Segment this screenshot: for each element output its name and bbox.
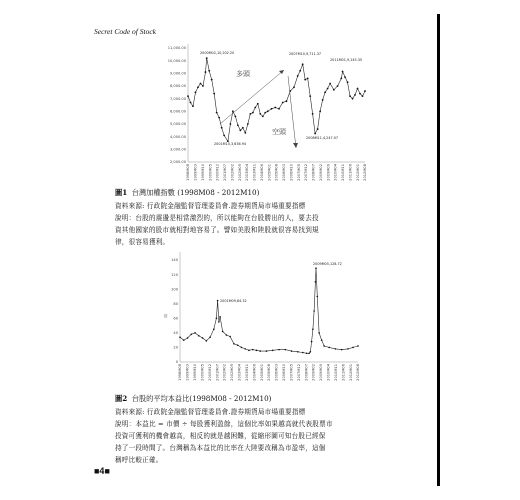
data-point bbox=[241, 347, 243, 349]
data-point bbox=[234, 116, 236, 118]
data-point bbox=[202, 85, 204, 87]
bear-label: 空頭 bbox=[272, 128, 286, 136]
data-point bbox=[309, 95, 311, 97]
x-tick-label: 2002M09 bbox=[237, 164, 242, 181]
data-point bbox=[187, 95, 189, 97]
data-point bbox=[249, 113, 251, 115]
x-tick-label: 2010M04 bbox=[333, 164, 338, 181]
x-tick-label: 1999M03 bbox=[185, 364, 190, 381]
data-point bbox=[218, 117, 220, 119]
data-point bbox=[297, 75, 299, 77]
data-point bbox=[208, 70, 210, 72]
data-point bbox=[192, 105, 194, 107]
y-tick-label: 120 bbox=[171, 272, 178, 277]
x-tick-label: 2005M08 bbox=[274, 164, 279, 181]
data-point bbox=[200, 83, 202, 85]
data-point bbox=[229, 336, 231, 338]
annotation-peak1: 2001M09,84.32 bbox=[220, 299, 247, 303]
data-point bbox=[316, 296, 318, 298]
y-tick-label: 8,000.00 bbox=[169, 84, 186, 89]
data-point bbox=[237, 344, 239, 346]
bull-label: 多頭 bbox=[236, 70, 250, 78]
data-point bbox=[284, 349, 286, 351]
data-point bbox=[329, 83, 331, 85]
x-tick-label: 2003M11 bbox=[244, 364, 249, 381]
figure1-source: 資料來源: 行政院金融監督管理委員會.證券期貨局市場重要指標 bbox=[115, 202, 306, 210]
data-point bbox=[357, 88, 359, 90]
data-point bbox=[328, 347, 330, 349]
figure1-chart bbox=[160, 44, 380, 179]
annotation-low1: 2001M10,3,636.94 bbox=[214, 142, 247, 146]
y-tick-label: 80 bbox=[173, 301, 178, 306]
data-point bbox=[274, 107, 276, 109]
data-point bbox=[341, 349, 343, 351]
data-point bbox=[206, 340, 208, 342]
figure1-note-line3: 律，很容易獲利。 bbox=[115, 238, 170, 246]
data-point bbox=[179, 336, 181, 338]
data-point bbox=[323, 345, 325, 347]
x-tick-label: 2007M05 bbox=[289, 364, 294, 381]
figure2-source: 資料來源: 行政院金融監督管理委員會.證券期貨局市場重要指標 bbox=[115, 408, 306, 416]
y-axis-label: 倍 bbox=[164, 314, 168, 318]
y-tick-label: 2,000.00 bbox=[169, 160, 186, 165]
data-point bbox=[299, 70, 301, 72]
data-point bbox=[257, 103, 259, 105]
data-point bbox=[349, 95, 351, 97]
data-point bbox=[183, 339, 185, 341]
data-point bbox=[229, 123, 231, 125]
page-number: ■4■ bbox=[94, 466, 110, 476]
x-tick-label: 2000M12 bbox=[207, 364, 212, 381]
x-tick-label: 2002M09 bbox=[230, 364, 235, 381]
data-point bbox=[190, 334, 192, 336]
figure2-caption bbox=[115, 394, 271, 404]
data-point bbox=[321, 339, 323, 341]
data-point bbox=[327, 88, 329, 90]
y-tick-label: 11,000.00 bbox=[167, 46, 186, 51]
data-point bbox=[190, 102, 192, 104]
data-point bbox=[271, 108, 273, 110]
data-point bbox=[209, 336, 211, 338]
x-tick-label: 2003M04 bbox=[237, 364, 242, 381]
annotation-peak2: 2007M10,9,711.37 bbox=[289, 52, 322, 56]
x-tick-label: 2007M05 bbox=[296, 164, 301, 181]
annotation-low2: 2008M11,4,247.07 bbox=[306, 136, 339, 140]
data-point bbox=[242, 127, 244, 129]
data-point bbox=[202, 337, 204, 339]
data-point bbox=[247, 123, 249, 125]
data-point bbox=[354, 94, 356, 96]
data-point bbox=[213, 328, 215, 330]
x-tick-label: 2000M12 bbox=[215, 164, 220, 181]
data-point bbox=[262, 116, 264, 118]
x-tick-label: 2010M04 bbox=[326, 364, 331, 381]
data-point bbox=[310, 351, 312, 353]
x-tick-label: 2012M01 bbox=[355, 164, 360, 181]
data-point bbox=[206, 57, 208, 59]
x-tick-label: 1998M08 bbox=[178, 364, 183, 381]
y-tick-label: 4,000.00 bbox=[169, 134, 186, 139]
x-tick-label: 2001M07 bbox=[223, 164, 228, 181]
figure2-title: 台股的平均本益比(1998M08 - 2012M10) bbox=[131, 394, 272, 403]
figure2-note-line3: 持了一段時間了。台灣稱為本益比的比率在大陸要改稱為市盈率，這個 bbox=[115, 444, 326, 452]
data-point bbox=[352, 98, 354, 100]
figure1-caption bbox=[115, 188, 259, 198]
data-point bbox=[195, 91, 197, 93]
data-point bbox=[237, 124, 239, 126]
data-point bbox=[347, 348, 349, 350]
data-point bbox=[244, 348, 246, 350]
x-tick-label: 2003M04 bbox=[245, 164, 250, 181]
data-point bbox=[340, 78, 342, 80]
data-point bbox=[357, 345, 359, 347]
figure2-label: 圖2 bbox=[115, 394, 128, 403]
data-point bbox=[306, 352, 308, 354]
y-tick-label: 5,000.00 bbox=[169, 122, 186, 127]
x-tick-label: 2010M11 bbox=[333, 364, 338, 381]
x-tick-label: 2005M08 bbox=[267, 364, 272, 381]
annotation-peak3: 2011M01,9,145.35 bbox=[330, 58, 363, 62]
x-tick-label: 2007M12 bbox=[304, 164, 309, 181]
x-tick-label: 1999M03 bbox=[193, 164, 198, 181]
side-rule bbox=[437, 14, 440, 486]
data-point bbox=[302, 63, 304, 65]
annotation-peak1: 2000M02,10,202.20 bbox=[200, 51, 235, 55]
x-tick-label: 2001M07 bbox=[215, 364, 220, 381]
data-point bbox=[312, 328, 314, 330]
data-point bbox=[307, 78, 309, 80]
x-tick-label: 2005M01 bbox=[267, 164, 272, 181]
data-point bbox=[216, 317, 218, 319]
bear-arrowhead bbox=[293, 143, 298, 148]
data-point bbox=[272, 350, 274, 352]
data-point bbox=[216, 112, 218, 114]
data-point bbox=[264, 112, 266, 114]
data-point bbox=[197, 86, 199, 88]
data-point bbox=[364, 90, 366, 92]
x-tick-label: 2009M02 bbox=[318, 164, 323, 181]
y-tick-label: 20 bbox=[173, 345, 178, 350]
figure2-note-line1: 說明：本益比 = 市價 ÷ 每股獲利盈餘，這個比率如果越高就代表股票市 bbox=[115, 420, 333, 428]
x-tick-label: 1998M08 bbox=[186, 164, 191, 181]
data-point bbox=[347, 81, 349, 83]
x-tick-label: 2002M02 bbox=[222, 364, 227, 381]
x-tick-label: 2012M01 bbox=[348, 364, 353, 381]
data-point bbox=[213, 93, 215, 95]
x-tick-label: 2000M05 bbox=[208, 164, 213, 181]
x-tick-label: 2009M02 bbox=[311, 364, 316, 381]
x-tick-label: 2003M11 bbox=[252, 164, 257, 181]
data-point bbox=[324, 91, 326, 93]
data-point bbox=[226, 334, 228, 336]
data-point bbox=[297, 351, 299, 353]
y-tick-label: 3,000.00 bbox=[169, 147, 186, 152]
data-point bbox=[222, 331, 224, 333]
data-point bbox=[337, 85, 339, 87]
x-tick-label: 2004M06 bbox=[259, 164, 264, 181]
data-point bbox=[259, 113, 261, 115]
data-point bbox=[311, 341, 313, 343]
x-tick-label: 2007M12 bbox=[296, 364, 301, 381]
figure1-label: 圖1 bbox=[115, 188, 128, 197]
figure1-note-line2: 資其他國家的股市就相對地容易了。譬如美股和陸股就很容易找到規 bbox=[115, 226, 319, 234]
data-point bbox=[252, 349, 254, 351]
data-point bbox=[362, 95, 364, 97]
running-head: Secret Code of Stock bbox=[94, 27, 156, 36]
data-point bbox=[198, 335, 200, 337]
x-tick-label: 2012M08 bbox=[363, 164, 368, 181]
x-tick-label: 2011M06 bbox=[348, 164, 353, 181]
y-tick-label: 9,000.00 bbox=[169, 71, 186, 76]
x-tick-label: 1999M10 bbox=[193, 364, 198, 381]
x-tick-label: 2009M09 bbox=[319, 364, 324, 381]
x-tick-label: 2010M11 bbox=[341, 164, 346, 181]
y-tick-label: 60 bbox=[173, 316, 178, 321]
data-point bbox=[217, 300, 219, 302]
data-point bbox=[317, 128, 319, 130]
figure1-note-line1: 說明：台股的震盪是相當激烈的，所以能夠在台股勝出的人，要去投 bbox=[115, 214, 319, 222]
data-point bbox=[267, 110, 269, 112]
x-tick-label: 2006M03 bbox=[282, 164, 287, 181]
data-point bbox=[232, 110, 234, 112]
y-tick-label: 7,000.00 bbox=[169, 96, 186, 101]
x-tick-label: 2008M07 bbox=[304, 364, 309, 381]
data-point bbox=[248, 350, 250, 352]
bear-arrow bbox=[288, 76, 296, 148]
data-point bbox=[342, 71, 344, 73]
x-tick-label: 2006M10 bbox=[289, 164, 294, 181]
y-tick-label: 40 bbox=[173, 331, 178, 336]
x-tick-label: 2006M03 bbox=[274, 364, 279, 381]
data-point bbox=[291, 350, 293, 352]
x-tick-label: 2006M10 bbox=[282, 364, 287, 381]
data-point bbox=[315, 267, 317, 269]
data-point bbox=[266, 350, 268, 352]
data-point bbox=[223, 135, 225, 137]
data-point bbox=[333, 89, 335, 91]
x-tick-label: 2008M07 bbox=[311, 164, 316, 181]
data-point bbox=[239, 129, 241, 131]
x-tick-label: 2005M01 bbox=[259, 364, 264, 381]
data-point bbox=[256, 350, 258, 352]
data-point bbox=[278, 108, 280, 110]
y-tick-label: 10,000.00 bbox=[167, 58, 186, 63]
data-point bbox=[313, 310, 315, 312]
data-point bbox=[278, 349, 280, 351]
data-point bbox=[314, 133, 316, 135]
x-tick-label: 2004M06 bbox=[252, 364, 257, 381]
data-point bbox=[244, 132, 246, 134]
figure1-title: 台灣加權指數 (1998M08 - 2012M10) bbox=[131, 188, 260, 197]
data-point bbox=[187, 337, 189, 339]
annotation-peak2: 2009M05,128.72 bbox=[313, 262, 342, 266]
y-tick-label: 6,000.00 bbox=[169, 109, 186, 114]
figure2-note-line2: 投資可獲利的機會越高，相反的就是越困難，從縮形圖可知台股已經保 bbox=[115, 432, 326, 440]
data-point bbox=[211, 79, 213, 81]
y-tick-label: 0 bbox=[175, 360, 178, 365]
data-point bbox=[319, 110, 321, 112]
y-tick-label: 100 bbox=[171, 287, 178, 292]
x-tick-label: 2009M09 bbox=[326, 164, 331, 181]
data-point bbox=[359, 93, 361, 95]
data-point bbox=[302, 352, 304, 354]
data-point bbox=[221, 127, 223, 129]
data-point bbox=[205, 71, 207, 73]
data-point bbox=[315, 281, 317, 283]
data-point bbox=[322, 99, 324, 101]
x-tick-label: 2012M08 bbox=[356, 364, 361, 381]
y-tick-label: 140 bbox=[171, 258, 178, 263]
data-point bbox=[233, 343, 235, 345]
data-point bbox=[304, 79, 306, 81]
data-point bbox=[344, 76, 346, 78]
data-point bbox=[293, 86, 295, 88]
bull-arrow bbox=[220, 70, 284, 124]
data-point bbox=[252, 112, 254, 114]
data-point bbox=[194, 332, 196, 334]
data-point bbox=[286, 100, 288, 102]
data-point bbox=[282, 102, 284, 104]
data-point bbox=[259, 350, 261, 352]
data-point bbox=[352, 347, 354, 349]
figure2-chart bbox=[160, 252, 365, 387]
data-point bbox=[335, 348, 337, 350]
x-tick-label: 2002M02 bbox=[230, 164, 235, 181]
data-point bbox=[254, 107, 256, 109]
data-point bbox=[219, 316, 221, 318]
figure2-note-line4: 稱呼比較正確。 bbox=[115, 456, 163, 464]
x-tick-label: 2011M06 bbox=[341, 364, 346, 381]
x-tick-label: 2000M05 bbox=[200, 364, 205, 381]
x-tick-label: 1999M10 bbox=[200, 164, 205, 181]
data-point bbox=[308, 352, 310, 354]
data-point bbox=[218, 321, 220, 323]
data-point bbox=[312, 113, 314, 115]
data-point bbox=[318, 332, 320, 334]
